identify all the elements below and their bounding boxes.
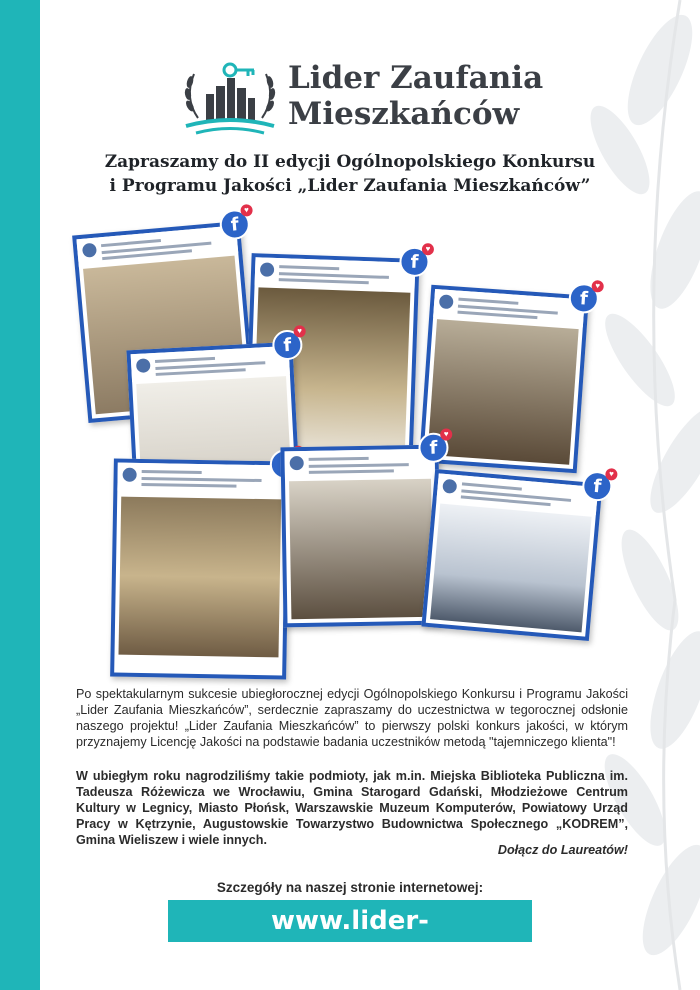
intro-paragraph: Po spektakularnym sukcesie ubiegłorocznej edycji Ogólnopolskiego Konkursu i Programu Jakości „Lider Zaufania Mieszkańców”, serdecznie zapraszamy do uczestnictwa w tegorocznej odsłonie naszego projektu! „Lider Zaufania Mieszkańców” to pierwszy polski konkurs jakości, w którym przyznajemy Licencję Jakości na podstawie badania uczestników metodą "tajemniczego klienta"! (76, 687, 628, 749)
heart-icon: ♥ (591, 280, 604, 293)
details-caption: Szczegóły na naszej stronie internetowej: (216, 880, 484, 895)
brand-title-line1: Lider Zaufania (288, 60, 544, 96)
heart-icon: ♥ (240, 204, 253, 217)
facebook-icon: f (568, 282, 600, 314)
intro-heading (60, 150, 640, 198)
facebook-icon: f (272, 329, 304, 361)
social-post-card (421, 469, 615, 641)
facebook-icon: f (219, 208, 252, 241)
facebook-icon: f (399, 246, 430, 277)
heart-icon: ♥ (293, 325, 306, 338)
heart-icon: ♥ (422, 243, 434, 255)
social-post-card (280, 429, 449, 628)
heart-icon: ♥ (605, 468, 618, 481)
brand-title-line2: Mieszkańców (288, 96, 520, 132)
intro-line1: Zapraszamy do II edycji Ogólnopolskiego Konkursu (104, 152, 596, 172)
social-post-card (110, 458, 290, 679)
facebook-icon: f (418, 432, 449, 463)
facebook-posts-collage (70, 205, 630, 678)
brand-logo (180, 58, 280, 140)
facebook-icon: f (581, 470, 614, 503)
website-url-link[interactable]: www.lider-mieszkancow.pl (168, 900, 532, 942)
intro-line2: i Programu Jakości „Lider Zaufania Mieszkańców” (109, 176, 591, 196)
laureates-paragraph: W ubiegłym roku nagrodziliśmy takie podmioty, jak m.in. Miejska Biblioteka Publiczna im. Tadeusza Różewicza we Wrocławiu, Gmina Starogard Gdański, Młodzieżowe Centrum Kultury w Legnicy, Miasto Płońsk, Warszawskie Muzeum Komputerów, Powiatowy Urząd Pracy w Kętrzynie, Augustowskie Towarzystwo Budownictwa Społecznego „KODREM”, Gmina Wieliszew i wiele innych. (76, 769, 628, 847)
side-accent-band (0, 0, 40, 990)
heart-icon: ♥ (440, 428, 452, 440)
join-laureates-text: Dołącz do Laureatów! (497, 843, 628, 857)
brand-title (288, 60, 543, 132)
